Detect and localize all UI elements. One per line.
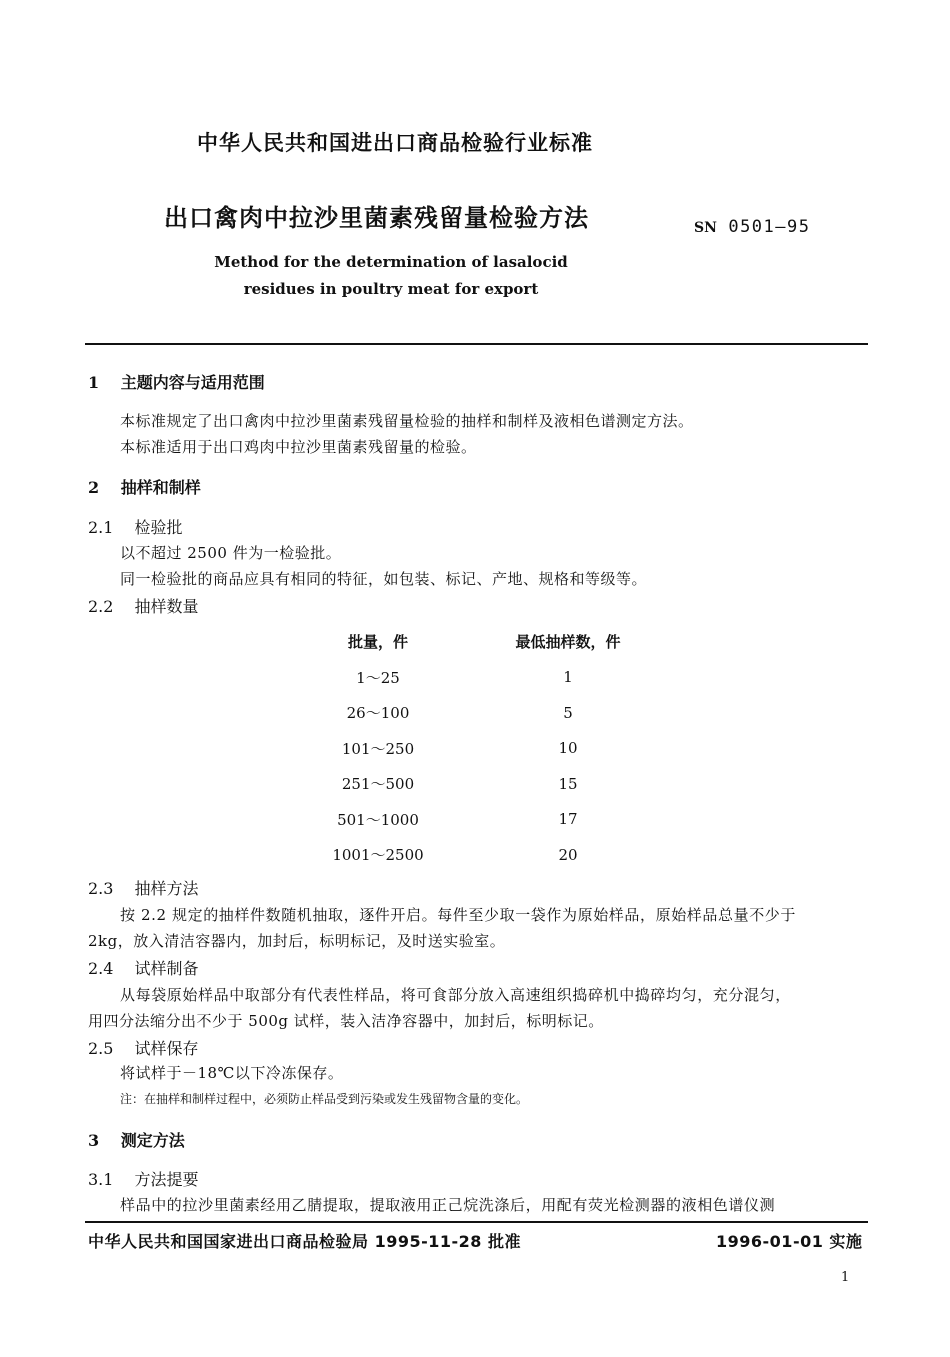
subsection-2-5-number: 2.5 (88, 1039, 114, 1058)
subsection-2-4-title: 试样制备 (134, 959, 199, 978)
english-title-line-2: residues in poultry meat for export (243, 280, 539, 298)
section-3-title: 测定方法 (120, 1131, 185, 1150)
table-header-row (318, 624, 698, 660)
subsection-2-4-number: 2.4 (88, 959, 114, 978)
table-header-min-samples: 最低抽样数，件 (515, 633, 621, 652)
table-cell-min-samples: 17 (558, 810, 578, 829)
subsection-2-1-para-2: 同一检验批的商品应具有相同的特征，如包装、标记、产地、规格和等级等。 (120, 570, 648, 588)
note: 注：在抽样和制样过程中，必须防止样品受到污染或发生残留物含量的变化。 (120, 1092, 529, 1106)
section-2-heading (88, 475, 201, 498)
subsection-2-1-title: 检验批 (134, 518, 183, 537)
standard-number: 0501—95 (728, 217, 811, 237)
table-row (318, 695, 698, 731)
subsection-2-1-para-1: 以不超过 2500 件为一检验批。 (120, 544, 342, 562)
table-cell-batch: 1001～2500 (332, 846, 424, 865)
table-row (318, 802, 698, 838)
header-rule (85, 343, 868, 345)
subsection-2-5-para: 将试样于－18℃以下冷冻保存。 (120, 1064, 344, 1082)
sampling-quantity-table (318, 624, 698, 873)
subsection-3-1-para: 样品中的拉沙里菌素经用乙腈提取，提取液用正己烷洗涤后，用配有荧光检测器的液相色谱仪测 (120, 1196, 776, 1214)
table-cell-min-samples: 15 (558, 774, 578, 793)
section-3-number: 3 (88, 1131, 100, 1150)
table-cell-batch: 501～1000 (337, 810, 419, 829)
standard-code (694, 217, 810, 237)
approval-line: 中华人民共和国国家进出口商品检验局 1995-11-28 批准 (88, 1232, 521, 1251)
page-number: 1 (841, 1270, 850, 1285)
subsection-2-3-para-line-2: 2kg，放入清洁容器内，加封后，标明标记，及时送实验室。 (88, 932, 506, 950)
subsection-2-4-para-line-2: 用四分法缩分出不少于 500g 试样，装入洁净容器中，加封后，标明标记。 (88, 1012, 604, 1030)
table-cell-batch: 101～250 (341, 739, 415, 758)
subsection-2-3-title: 抽样方法 (134, 879, 199, 898)
table-cell-min-samples: 20 (558, 845, 578, 864)
section-2-title: 抽样和制样 (120, 478, 201, 497)
section-1-para-1: 本标准规定了出口禽肉中拉沙里菌素残留量检验的抽样和制样及液相色谱测定方法。 (120, 412, 694, 430)
table-cell-min-samples: 5 (563, 703, 573, 722)
table-row (318, 766, 698, 802)
section-1-number: 1 (88, 373, 100, 392)
table-row (318, 837, 698, 873)
table-cell-batch: 251～500 (341, 775, 415, 794)
subsection-3-1-title: 方法提要 (134, 1170, 199, 1189)
section-1-title: 主题内容与适用范围 (120, 373, 265, 392)
table-cell-batch: 26～100 (346, 704, 410, 723)
subsection-3-1-heading (88, 1167, 199, 1190)
subsection-2-2-heading (88, 594, 199, 617)
document-title: 出口禽肉中拉沙里菌素残留量检验方法 (164, 204, 589, 232)
table-cell-batch: 1～25 (356, 668, 400, 687)
section-2-number: 2 (88, 478, 100, 497)
standard-prefix: SN (694, 220, 717, 236)
footer-rule (85, 1221, 868, 1223)
subsection-2-3-heading (88, 876, 199, 899)
subsection-2-4-heading (88, 956, 199, 979)
subsection-2-5-title: 试样保存 (134, 1039, 199, 1058)
org-title: 中华人民共和国进出口商品检验行业标准 (197, 131, 593, 155)
subsection-3-1-number: 3.1 (88, 1170, 114, 1189)
subsection-2-2-title: 抽样数量 (134, 597, 199, 616)
table-header-batch: 批量，件 (347, 633, 408, 652)
subsection-2-1-heading (88, 515, 183, 538)
effective-date: 1996-01-01 实施 (716, 1232, 863, 1251)
table-row (318, 660, 698, 696)
subsection-2-1-number: 2.1 (88, 518, 114, 537)
table-cell-min-samples: 1 (563, 668, 573, 687)
subsection-2-3-para-line-1: 按 2.2 规定的抽样件数随机抽取，逐件开启。每件至少取一袋作为原始样品，原始样品总量不少于 (120, 906, 796, 924)
subsection-2-4-para-line-1: 从每袋原始样品中取部分有代表性样品，将可食部分放入高速组织捣碎机中捣碎均匀，充分混匀， (120, 986, 791, 1004)
subsection-2-3-number: 2.3 (88, 879, 114, 898)
section-1-para-2: 本标准适用于出口鸡肉中拉沙里菌素残留量的检验。 (120, 438, 477, 456)
table-row (318, 731, 698, 767)
subsection-2-5-heading (88, 1036, 199, 1059)
section-3-heading (88, 1128, 185, 1151)
section-1-heading (88, 370, 265, 393)
english-title-line-1: Method for the determination of lasalocid (214, 253, 568, 271)
table-cell-min-samples: 10 (558, 739, 578, 758)
subsection-2-2-number: 2.2 (88, 597, 114, 616)
